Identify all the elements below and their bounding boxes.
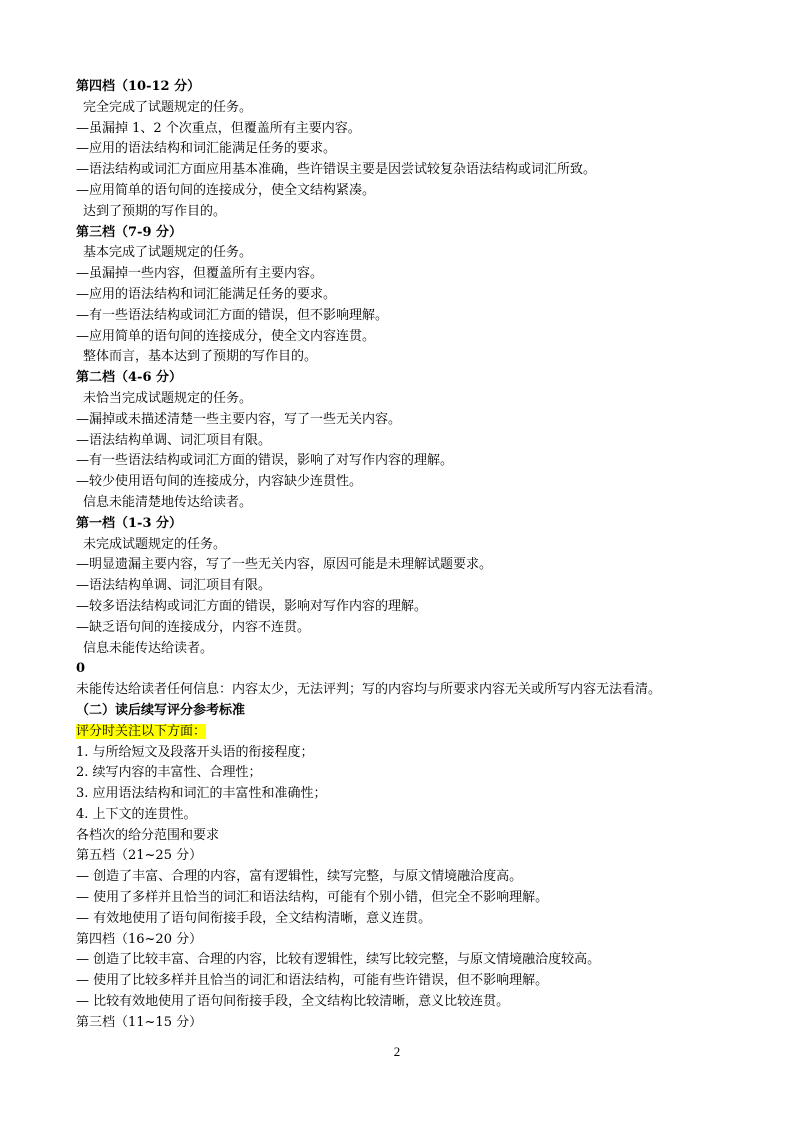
- text-line: 整体而言，基本达到了预期的写作目的。: [83, 349, 318, 365]
- text-line: —虽漏掉一些内容，但覆盖所有主要内容。: [76, 266, 324, 282]
- tier-heading-4: 第四档（16~20 分）: [76, 931, 203, 947]
- text-line: —语法结构单调、词汇项目有限。: [76, 432, 272, 448]
- list-item: 3. 应用语法结构和词汇的丰富性和准确性；: [76, 786, 327, 802]
- section-heading-tier3: 第三档（7-9 分）: [76, 224, 183, 240]
- list-item: 1. 与所给短文及段落开头语的衔接程度；: [76, 744, 314, 760]
- text-line: —应用的语法结构和词汇能满足任务的要求。: [76, 286, 337, 302]
- text-line: —漏掉或未描述清楚一些主要内容，写了一些无关内容。: [76, 411, 402, 427]
- text-line: — 比较有效地使用了语句间衔接手段，全文结构比较清晰，意义比较连贯。: [76, 994, 510, 1010]
- text-line: —有一些语法结构或词汇方面的错误，影响了对写作内容的理解。: [76, 453, 454, 469]
- text-line: 各档次的给分范围和要求: [76, 827, 220, 843]
- text-line: 未能传达给读者任何信息：内容太少，无法评判；写的内容均与所要求内容无关或所写内容无法看清。: [76, 682, 662, 698]
- text-line: 未恰当完成试题规定的任务。: [83, 390, 253, 406]
- section-heading-tier1: 第一档（1-3 分）: [76, 515, 183, 531]
- highlighted-line: [76, 722, 726, 743]
- section-title-continuation-writing: （二）读后续写评分参考标准: [76, 702, 246, 718]
- page-content: [76, 77, 726, 1034]
- tier-heading-3: 第三档（11~15 分）: [76, 1014, 203, 1030]
- text-line: — 使用了比较多样并且恰当的词汇和语法结构，可能有些许错误，但不影响理解。: [76, 973, 549, 989]
- text-line: 达到了预期的写作目的。: [83, 203, 227, 219]
- highlight-text: 评分时关注以下方面：: [76, 723, 207, 739]
- list-item: 2. 续写内容的丰富性、合理性；: [76, 765, 262, 781]
- text-line: —语法结构或词汇方面应用基本准确，些许错误主要是因尝试较复杂语法结构或词汇所致。: [76, 162, 597, 178]
- text-line: —应用的语法结构和词汇能满足任务的要求。: [76, 141, 337, 157]
- text-line: —语法结构单调、词汇项目有限。: [76, 578, 272, 594]
- section-heading-tier4: 第四档（10-12 分）: [76, 79, 201, 94]
- text-line: — 使用了多样并且恰当的词汇和语法结构，可能有个别小错，但完全不影响理解。: [76, 890, 549, 906]
- tier-heading-5: 第五档（21~25 分）: [76, 848, 203, 864]
- page-number: 2: [393, 1044, 401, 1059]
- section-heading-tier0: 0: [76, 661, 86, 677]
- text-line: —有一些语法结构或词汇方面的错误，但不影响理解。: [76, 307, 389, 323]
- text-line: —缺乏语句间的连接成分，内容不连贯。: [76, 619, 311, 635]
- text-line: 信息未能清楚地传达给读者。: [83, 494, 253, 510]
- text-line: —应用简单的语句间的连接成分，使全文结构紧凑。: [76, 182, 376, 198]
- text-line: 完全完成了试题规定的任务。: [83, 99, 253, 115]
- text-line: — 创造了比较丰富、合理的内容，比较有逻辑性，续写比较完整，与原文情境融洽度较高。: [76, 952, 601, 968]
- text-line: — 有效地使用了语句间衔接手段，全文结构清晰，意义连贯。: [76, 910, 432, 926]
- section-heading-tier2: 第二档（4-6 分）: [76, 370, 183, 386]
- text-line: 信息未能传达给读者。: [83, 640, 214, 656]
- text-line: 未完成试题规定的任务。: [83, 536, 227, 552]
- text-line: — 创造了丰富、合理的内容，富有逻辑性，续写完整，与原文情境融洽度高。: [76, 869, 523, 885]
- text-line: —应用简单的语句间的连接成分，使全文内容连贯。: [76, 328, 376, 344]
- text-line: —较多语法结构或词汇方面的错误，影响对写作内容的理解。: [76, 598, 428, 614]
- text-line: —虽漏掉 1、2 个次重点，但覆盖所有主要内容。: [76, 120, 361, 136]
- text-line: —明显遗漏主要内容，写了一些无关内容，原因可能是未理解试题要求。: [76, 557, 493, 573]
- text-line: 基本完成了试题规定的任务。: [83, 245, 253, 261]
- list-item: 4. 上下文的连贯性。: [76, 806, 197, 822]
- text-line: —较少使用语句间的连接成分，内容缺少连贯性。: [76, 474, 363, 490]
